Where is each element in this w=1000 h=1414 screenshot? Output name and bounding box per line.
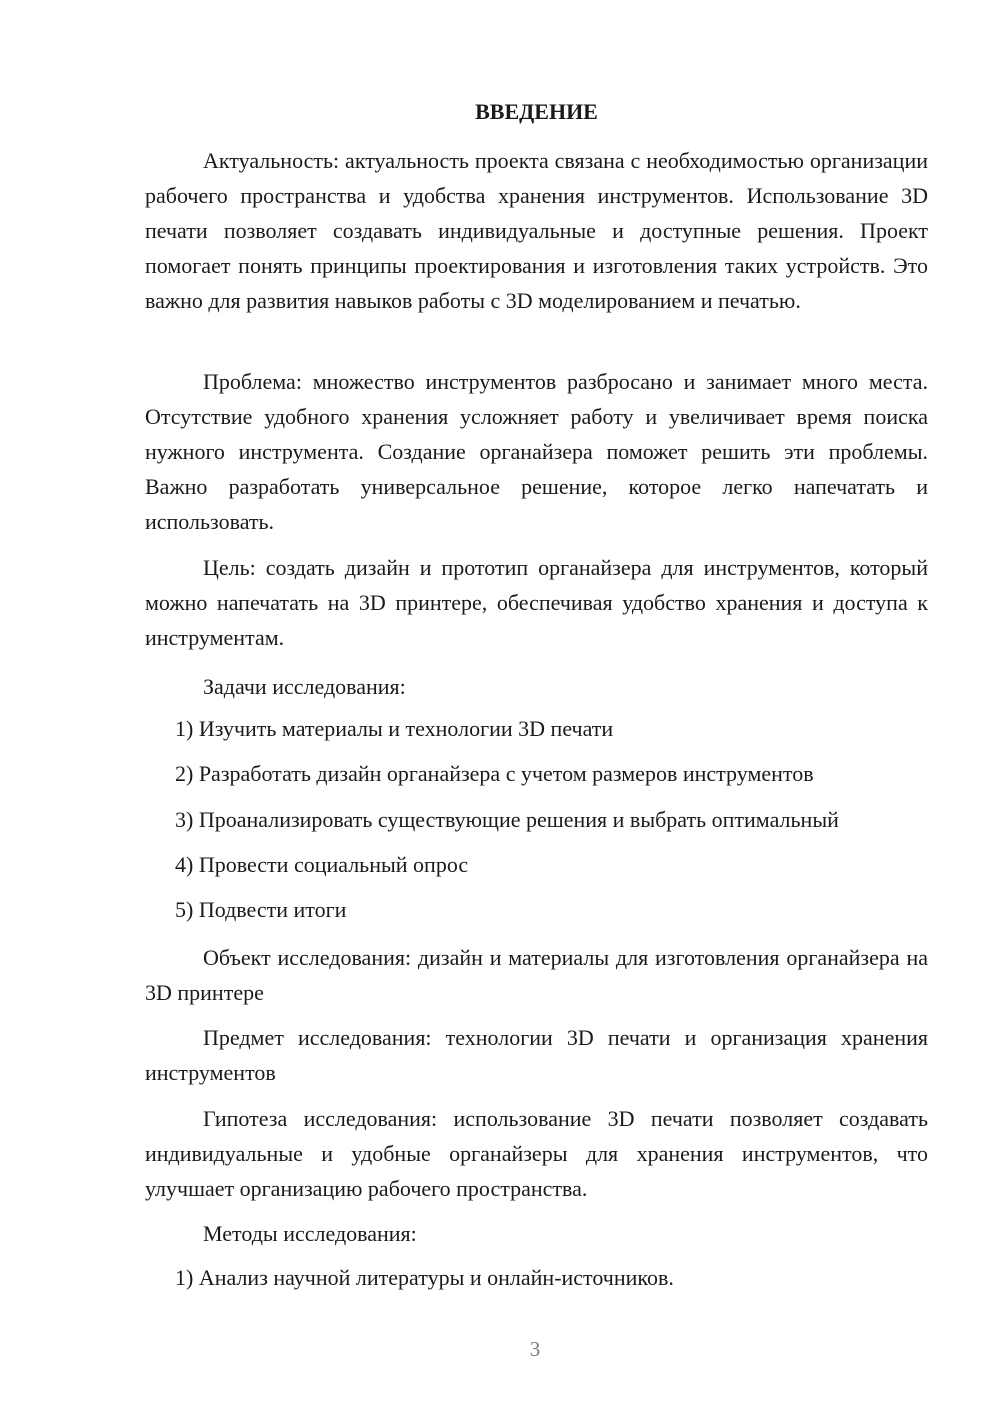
object-paragraph: Объект исследования: дизайн и материалы для изготовления органайзера на 3D принтере (145, 945, 928, 1005)
task-item: 2) Разработать дизайн органайзера с учетом размеров инструментов (175, 761, 814, 786)
task-item: 1) Изучить материалы и технологии 3D печати (175, 716, 614, 741)
goal-paragraph: Цель: создать дизайн и прототип органайзера для инструментов, который можно напечатать на 3D принтере, обеспечивая удобство хранения и доступа к инструментам. (145, 555, 928, 650)
page-number: 3 (529, 1337, 541, 1361)
task-item: 3) Проанализировать существующие решения и выбрать оптимальный (175, 807, 839, 832)
subject-paragraph: Предмет исследования: технологии 3D печати и организация хранения инструментов (145, 1025, 928, 1085)
relevance-paragraph: Актуальность: актуальность проекта связана с необходимостью организации рабочего пространства и удобства хранения инструментов. Использование 3D печати позволяет создавать индивидуальные и доступные решения. Проект помогает понять принципы проектирования и изготовления таких устройств. Это важно для развития навыков работы с 3D моделированием и печатью. (145, 148, 928, 313)
hypothesis-paragraph: Гипотеза исследования: использование 3D печати позволяет создавать индивидуальные и удобные органайзеры для хранения инструментов, что улучшает организацию рабочего пространства. (145, 1106, 928, 1201)
problem-paragraph: Проблема: множество инструментов разбросано и занимает много места. Отсутствие удобного хранения усложняет работу и увеличивает время поиска нужного инструмента. Создание органайзера поможет решить эти проблемы. Важно разработать универсальное решение, которое легко напечатать и использовать. (145, 369, 928, 534)
page-title: ВВЕДЕНИЕ (475, 99, 598, 124)
task-item: 4) Провести социальный опрос (175, 852, 469, 877)
tasks-heading: Задачи исследования: (203, 674, 406, 699)
method-item: 1) Анализ научной литературы и онлайн-источников. (175, 1265, 674, 1290)
task-item: 5) Подвести итоги (175, 897, 347, 922)
methods-heading: Методы исследования: (203, 1221, 417, 1246)
